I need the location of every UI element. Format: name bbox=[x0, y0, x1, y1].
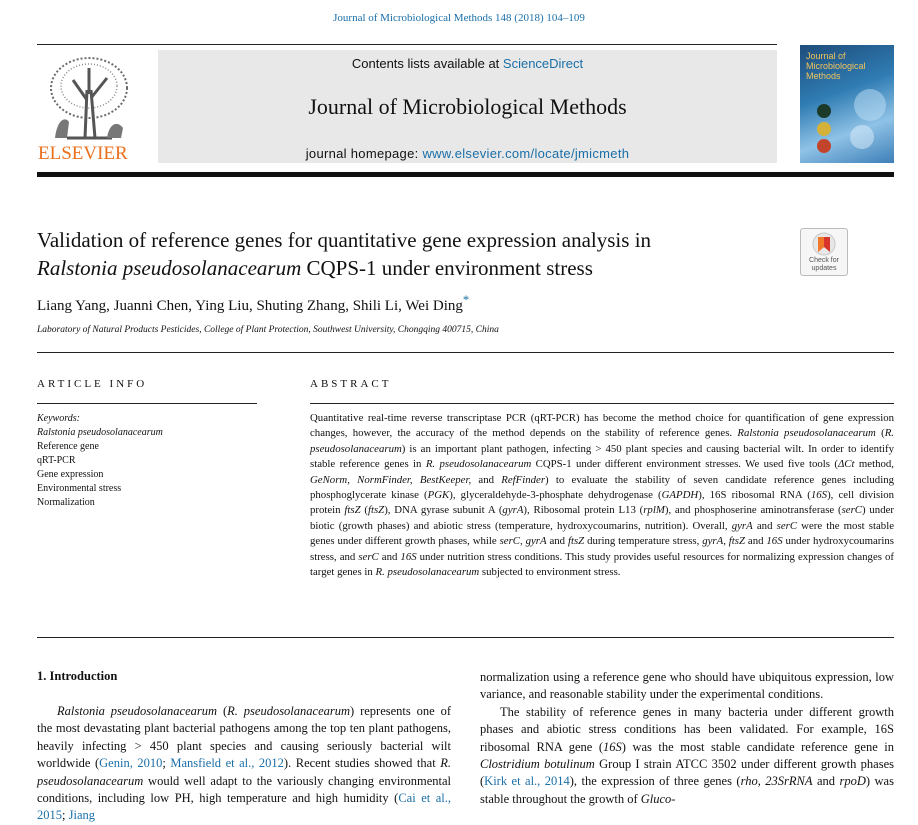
abstract-span: method, bbox=[854, 458, 894, 471]
journal-name: Journal of Microbiological Methods bbox=[308, 94, 627, 119]
keyword-item: Reference gene bbox=[37, 441, 99, 452]
citation-link[interactable]: Mansfield et al., 2012 bbox=[170, 756, 284, 771]
abstract-italic: serC bbox=[776, 519, 798, 532]
abstract-italic: 16S bbox=[810, 489, 828, 502]
abstract-span: ), and phosphoserine aminotransferase ( bbox=[664, 504, 842, 517]
abstract-span: ), glyceraldehyde-3-phosphate dehydrogenase ( bbox=[449, 489, 662, 502]
body-span: ). Recent studies showed that bbox=[283, 756, 441, 771]
intro-paragraph-1 bbox=[37, 703, 451, 825]
citation-link[interactable]: Jiang bbox=[68, 808, 95, 823]
abstract-italic: serC bbox=[841, 504, 863, 517]
abstract-span: ), 16S ribosomal RNA ( bbox=[698, 489, 811, 502]
abstract-italic: ftsZ bbox=[567, 535, 585, 548]
contents-line bbox=[158, 56, 777, 71]
abstract-span: Quantitative real-time reverse transcriptase PCR (qRT-PCR) has become the method choice for quantification of gene expression changes, however, the accuracy of the method depends on the stability of reference genes. bbox=[310, 412, 894, 440]
abstract-italic: rplM bbox=[643, 504, 665, 517]
abstract-italic: serC bbox=[358, 550, 379, 563]
title-line1: Validation of reference genes for quantitative gene expression analysis in bbox=[37, 228, 652, 252]
abstract-span: ), DNA gyrase subunit A ( bbox=[384, 504, 503, 517]
keyword-item: Gene expression bbox=[37, 469, 104, 480]
abstract-span: and bbox=[752, 519, 777, 532]
body-italic: rho, 23SrRNA bbox=[740, 774, 813, 789]
affiliation: Laboratory of Natural Products Pesticides, College of Plant Protection, Southwest University, Chongqing 400715, China bbox=[37, 325, 499, 335]
abstract-span: under nutrition stress conditions. This study provides useful resources for normalizing expression changes of target genes in bbox=[310, 550, 894, 579]
body-span: Group I strain ATCC 3502 under different growth phases ( bbox=[480, 757, 894, 789]
abstract-italic: RefFinder bbox=[501, 473, 546, 486]
cover-art-icon bbox=[800, 45, 894, 163]
citation-link[interactable]: Kirk et al., 2014 bbox=[484, 774, 570, 789]
abstract-span: and bbox=[378, 550, 401, 563]
abstract-span: subjected to environment stress. bbox=[479, 566, 621, 579]
body-span: ; bbox=[162, 756, 171, 771]
continued-paragraph: normalization using a reference gene who should have ubiquitous expression, low variance, and reasonable stability under the experimental conditions. bbox=[480, 670, 894, 702]
abstract-span: during temperature stress, bbox=[584, 535, 703, 548]
corresponding-author-mark[interactable]: * bbox=[462, 293, 470, 307]
abstract-span: ) under biotic (growth phases) and abiotic stress (temperature, hydroxycoumarins, nutrition). Overall, bbox=[310, 504, 894, 532]
abstract-span: under hydroxycoumarins stress, and bbox=[310, 535, 894, 563]
body-column-left bbox=[37, 703, 451, 825]
abstract-heading: ABSTRACT bbox=[310, 378, 392, 390]
citation-link[interactable]: Cai et al., 2015 bbox=[37, 791, 451, 823]
sciencedirect-link[interactable]: ScienceDirect bbox=[502, 56, 584, 71]
abstract-italic: ftsZ bbox=[367, 504, 385, 517]
abstract-italic: R. pseudosolanacearum bbox=[425, 458, 532, 471]
body-italic: Gluco- bbox=[640, 791, 676, 806]
body-italic: rpoD bbox=[839, 774, 866, 789]
keywords-label: Keywords: bbox=[37, 413, 80, 424]
body-italic: 16S bbox=[603, 739, 622, 754]
abstract-italic: GeNorm, NormFinder, BestKeeper, bbox=[310, 473, 472, 486]
abstract-span: were the most stable genes under different growth phases, while bbox=[310, 519, 894, 548]
authors-text: Liang Yang, Juanni Chen, Ying Liu, Shuting Zhang, Shili Li, Wei Ding bbox=[37, 298, 463, 314]
body-column-right bbox=[480, 669, 894, 808]
body-italic: Clostridium botulinum bbox=[480, 757, 595, 772]
contents-prefix: Contents lists available at bbox=[351, 56, 503, 71]
body-span: and bbox=[812, 774, 840, 789]
abstract-rule bbox=[310, 403, 894, 404]
body-italic: R. pseudosolanacearum bbox=[227, 704, 351, 718]
body-span: ) was stable throughout the growth of bbox=[480, 774, 894, 806]
author-list bbox=[37, 293, 469, 315]
abstract-italic: gyrA bbox=[502, 504, 524, 517]
check-for-updates-label: Check for updates bbox=[809, 257, 839, 272]
abstract-italic: ftsZ bbox=[344, 504, 361, 517]
body-italic: R. pseudosolanacearum bbox=[37, 756, 451, 788]
title-species: Ralstonia pseudosolanacearum bbox=[37, 256, 302, 280]
abstract-span: ), Ribosomal protein L13 ( bbox=[523, 504, 644, 517]
abstract-italic: GAPDH bbox=[661, 489, 699, 502]
keyword-item: Normalization bbox=[37, 497, 95, 508]
journal-cover-image[interactable] bbox=[800, 45, 894, 163]
abstract-span: and bbox=[745, 535, 767, 548]
keyword-item: qRT-PCR bbox=[37, 455, 76, 466]
abstract-italic: 16S bbox=[766, 535, 783, 548]
abstract-span: ( bbox=[875, 427, 885, 440]
header-thick-rule bbox=[37, 172, 894, 177]
abstract-span: and bbox=[546, 535, 568, 548]
article-info-heading: ARTICLE INFO bbox=[37, 378, 148, 390]
abstract-text bbox=[310, 411, 894, 580]
article-info-rule bbox=[37, 403, 257, 404]
abstract-italic: gyrA bbox=[731, 519, 753, 532]
header-top-rule bbox=[37, 44, 777, 45]
body-span: ) was the most stable candidate reference gene in bbox=[621, 739, 894, 754]
abstract-italic: gyrA, ftsZ bbox=[702, 535, 746, 548]
homepage-prefix: journal homepage: bbox=[305, 146, 423, 161]
journal-homepage bbox=[158, 146, 777, 161]
abstract-span: CQPS-1 under different environment stresses. We used five tools ( bbox=[531, 458, 838, 471]
citation-link[interactable]: Genin, 2010 bbox=[99, 756, 163, 771]
abstract-span: ) to evaluate the stability of seven candidate reference genes including phosphoglycerate kinase ( bbox=[310, 473, 894, 502]
elsevier-wordmark: ELSEVIER bbox=[38, 143, 128, 164]
abstract-italic: serC, gyrA bbox=[499, 535, 547, 548]
title-line2: CQPS-1 under environment stress bbox=[301, 256, 593, 280]
abstract-span: ( bbox=[360, 504, 368, 517]
abstract-italic: R. pseudosolanacearum bbox=[375, 566, 480, 579]
body-span: would well adapt to the variously changing environmental conditions, including low PH, high temperature and high humidity ( bbox=[37, 773, 451, 806]
abstract-italic: 16S bbox=[400, 550, 417, 563]
introduction-heading: 1. Introduction bbox=[37, 669, 118, 683]
crossmark-icon bbox=[801, 229, 847, 259]
body-span: ( bbox=[217, 704, 228, 718]
journal-citation[interactable]: Journal of Microbiological Methods 148 (2018) 104–109 bbox=[333, 12, 585, 24]
abstract-span: and bbox=[471, 473, 502, 486]
body-span: ), the expression of three genes ( bbox=[569, 774, 741, 789]
cover-title: Journal of Microbiological Methods bbox=[806, 51, 866, 81]
abstract-span: ) is an important plant pathogen, infecting > 450 plant species and causing bacterial wilt. In order to identify stable reference genes in bbox=[310, 442, 894, 471]
abstract-span: ), cell division protein bbox=[310, 489, 895, 517]
body-span: ; bbox=[62, 808, 69, 823]
abstract-italic: R. pseudosolanacearum bbox=[310, 427, 894, 455]
abstract-italic: ΔCt bbox=[837, 458, 855, 471]
homepage-link[interactable]: www.elsevier.com/locate/jmicmeth bbox=[422, 146, 630, 161]
section-rule bbox=[37, 352, 894, 353]
abstract-italic: PGK bbox=[427, 489, 450, 502]
abstract-italic: Ralstonia pseudosolanacearum bbox=[737, 427, 876, 440]
keywords-block bbox=[37, 412, 163, 510]
article-title bbox=[37, 226, 797, 282]
body-italic: Ralstonia pseudosolanacearum bbox=[57, 704, 218, 718]
body-span: ) represents one of the most devastating plant bacterial pathogens among the top ten plant pathogens, heavily infecting > 450 plant species and causing seriously bacterial wilt worldwide ( bbox=[37, 704, 452, 771]
body-span: The stability of reference genes in many bacteria under different growth phases and abiotic stress conditions has been validated. For example, 16S ribosomal RNA gene ( bbox=[480, 704, 894, 754]
intro-paragraph-2 bbox=[480, 704, 894, 808]
keyword-item: Ralstonia pseudosolanacearum bbox=[37, 427, 163, 438]
abstract-bottom-rule bbox=[37, 637, 894, 638]
keyword-item: Environmental stress bbox=[37, 483, 122, 494]
